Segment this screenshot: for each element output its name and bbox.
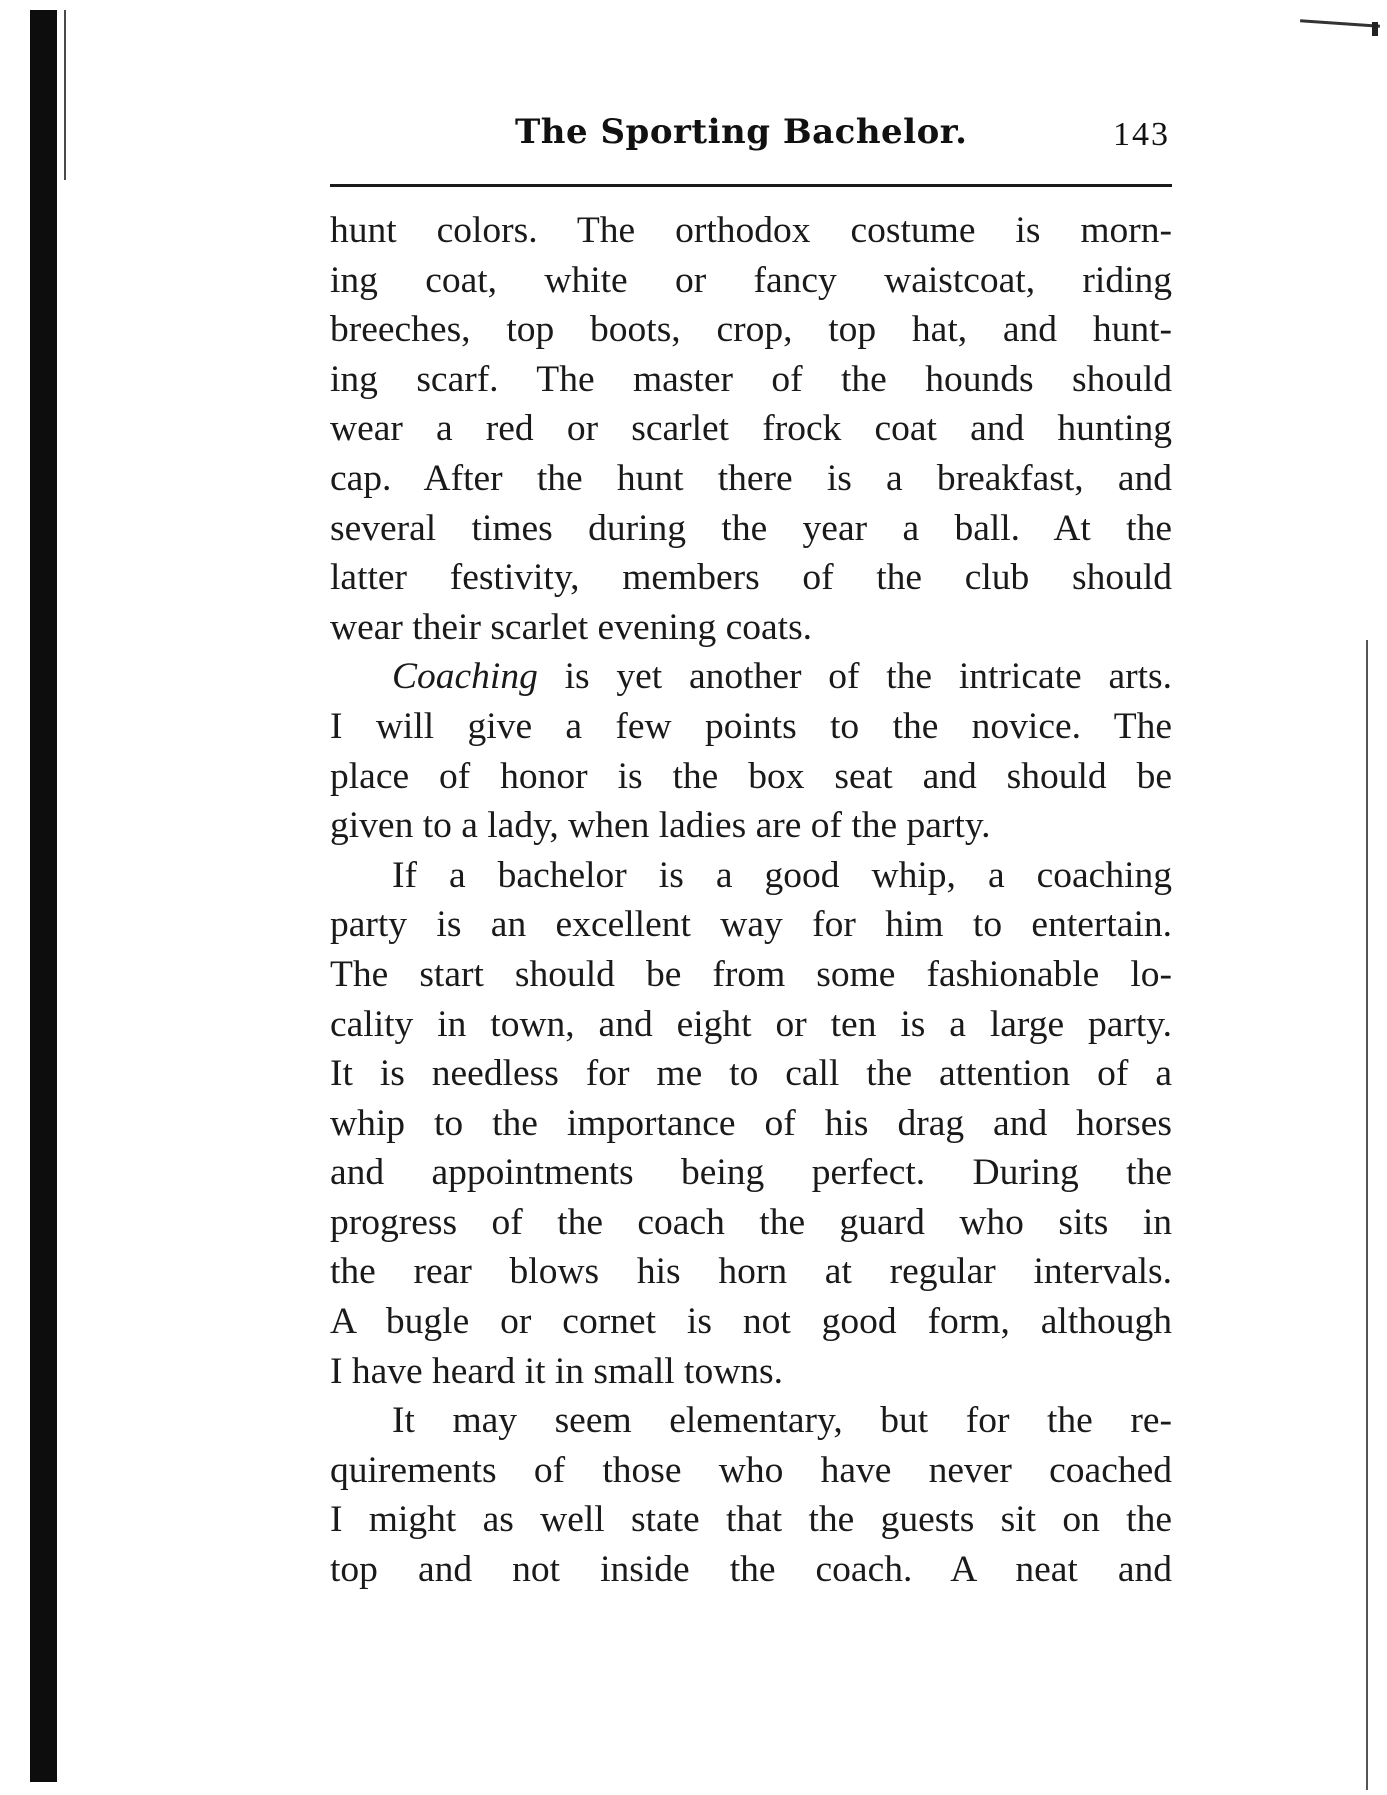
paragraph-3 <box>330 851 1172 1397</box>
text-line: If a bachelor is a good whip, a coaching <box>392 854 1172 896</box>
text-line: I have heard it in small towns. <box>330 1350 784 1392</box>
text-line: The start should be from some fashionable lo- <box>330 953 1172 995</box>
text-line <box>330 652 1172 702</box>
text-line: cality in town, and eight or ten is a large party. <box>330 1003 1172 1045</box>
text-line: given to a lady, when ladies are of the party. <box>330 805 991 847</box>
text-line: A bugle or cornet is not good form, although <box>330 1301 1172 1343</box>
scan-spine-edge <box>64 10 66 180</box>
paragraph-4 <box>330 1396 1172 1594</box>
text-line: breeches, top boots, crop, top hat, and hunt- <box>330 309 1172 351</box>
text-fragment: is yet another of the intricate arts. <box>537 656 1172 698</box>
text-line: It may seem elementary, but for the re- <box>392 1400 1172 1442</box>
text-line: latter festivity, members of the club should <box>330 557 1172 599</box>
scan-page-edge <box>1366 640 1368 1790</box>
text-line: I might as well state that the guests sit on the <box>330 1499 1172 1541</box>
text-line: wear a red or scarlet frock coat and hunting <box>330 408 1172 450</box>
text-line: progress of the coach the guard who sits in <box>330 1201 1172 1243</box>
running-title: The Sporting Bachelor. <box>515 112 968 152</box>
text-line: wear their scarlet evening coats. <box>330 606 813 648</box>
text-line: quirements of those who have never coached <box>330 1449 1172 1491</box>
paragraph-1 <box>330 206 1172 652</box>
text-line: It is needless for me to call the attention of a <box>330 1053 1172 1095</box>
text-line: several times during the year a ball. At the <box>330 507 1172 549</box>
text-line: hunt colors. The orthodox costume is morn- <box>330 210 1172 251</box>
text-line: top and not inside the coach. A neat and <box>330 1549 1172 1591</box>
header-rule <box>330 184 1172 187</box>
scan-spine-shadow <box>30 10 57 1782</box>
text-line: I will give a few points to the novice. The <box>330 705 1172 747</box>
text-line: and appointments being perfect. During the <box>330 1152 1172 1194</box>
text-line: cap. After the hunt there is a breakfast, and <box>330 457 1172 499</box>
italic-term: Coaching <box>392 656 538 698</box>
text-line: ing coat, white or fancy waistcoat, riding <box>330 259 1172 301</box>
text-line: ing scarf. The master of the hounds should <box>330 358 1172 400</box>
scan-corner-tip <box>1372 22 1378 36</box>
scan-corner-mark <box>1300 19 1380 28</box>
text-line: place of honor is the box seat and should be <box>330 755 1172 797</box>
text-line: the rear blows his horn at regular intervals. <box>330 1251 1172 1293</box>
running-header <box>330 112 1170 172</box>
text-line: party is an excellent way for him to entertain. <box>330 904 1172 946</box>
text-line: whip to the importance of his drag and horses <box>330 1102 1172 1144</box>
page-number: 143 <box>1113 116 1170 153</box>
paragraph-2 <box>330 652 1172 850</box>
body-text <box>330 206 1172 1595</box>
